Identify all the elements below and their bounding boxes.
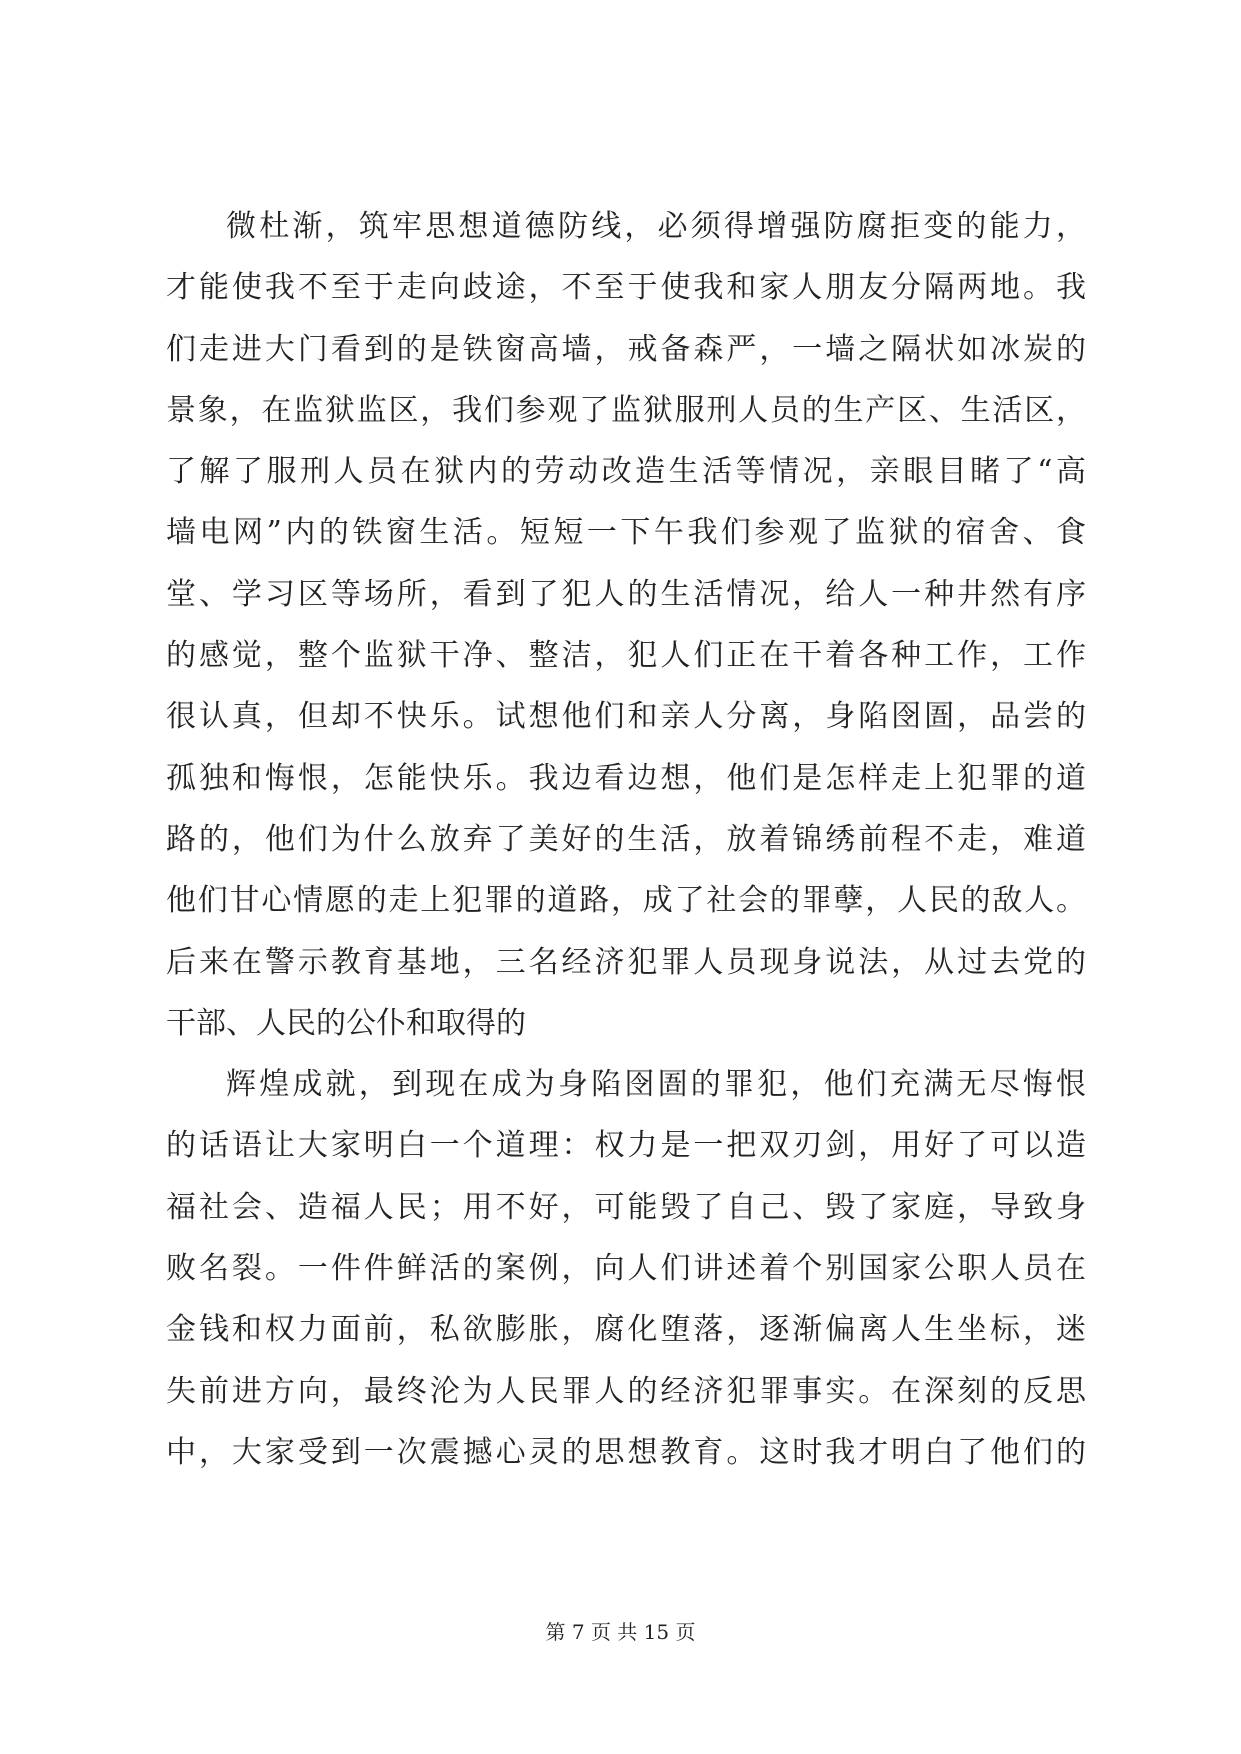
text-line: 了解了服刑人员在狱内的劳动改造生活等情况，亲眼目睹了“高 (166, 454, 1086, 490)
text-line: 后来在警示教育基地，三名经济犯罪人员现身说法，从过去党的 (166, 944, 1086, 980)
text-line: 金钱和权力面前，私欲膨胀，腐化堕落，逐渐偏离人生坐标，迷 (166, 1312, 1086, 1348)
text-line: 败名裂。一件件鲜活的案例，向人们讲述着个别国家公职人员在 (166, 1251, 1086, 1287)
text-line: 堂、学习区等场所，看到了犯人的生活情况，给人一种井然有序 (166, 576, 1086, 612)
text-line: 失前进方向，最终沦为人民罪人的经济犯罪事实。在深刻的反思 (166, 1373, 1086, 1409)
text-line: 辉煌成就，到现在成为身陷囹圄的罪犯，他们充满无尽悔恨 (226, 1067, 1086, 1103)
text-line: 们走进大门看到的是铁窗高墙，戒备森严，一墙之隔状如冰炭的 (166, 331, 1086, 367)
text-line: 孤独和悔恨，怎能快乐。我边看边想，他们是怎样走上犯罪的道 (166, 760, 1086, 796)
text-line: 路的，他们为什么放弃了美好的生活，放着锦绣前程不走，难道 (166, 821, 1086, 857)
paragraph-1 (166, 196, 1086, 1054)
text-line: 景象，在监狱监区，我们参观了监狱服刑人员的生产区、生活区， (166, 392, 1086, 428)
paragraph-2 (166, 1054, 1086, 1483)
text-line: 福社会、造福人民；用不好，可能毁了自己、毁了家庭，导致身 (166, 1189, 1086, 1225)
text-line: 他们甘心情愿的走上犯罪的道路，成了社会的罪孽，人民的敌人。 (166, 883, 1086, 919)
text-line: 的话语让大家明白一个道理：权力是一把双刃剑，用好了可以造 (166, 1128, 1086, 1164)
text-line: 很认真，但却不快乐。试想他们和亲人分离，身陷囹圄，品尝的 (166, 699, 1086, 735)
text-line: 才能使我不至于走向歧途，不至于使我和家人朋友分隔两地。我 (166, 270, 1086, 306)
text-line: 中，大家受到一次震撼心灵的思想教育。这时我才明白了他们的 (166, 1434, 1086, 1470)
text-line: 墙电网”内的铁窗生活。短短一下午我们参观了监狱的宿舍、食 (166, 515, 1086, 551)
page-number-footer: 第 7 页 共 15 页 (545, 1620, 696, 1644)
document-body (166, 196, 1086, 1483)
text-line: 的感觉，整个监狱干净、整洁，犯人们正在干着各种工作，工作 (166, 638, 1086, 674)
text-line: 微杜渐，筑牢思想道德防线，必须得增强防腐拒变的能力， (226, 209, 1086, 244)
text-line: 干部、人民的公仆和取得的 (166, 1005, 526, 1041)
